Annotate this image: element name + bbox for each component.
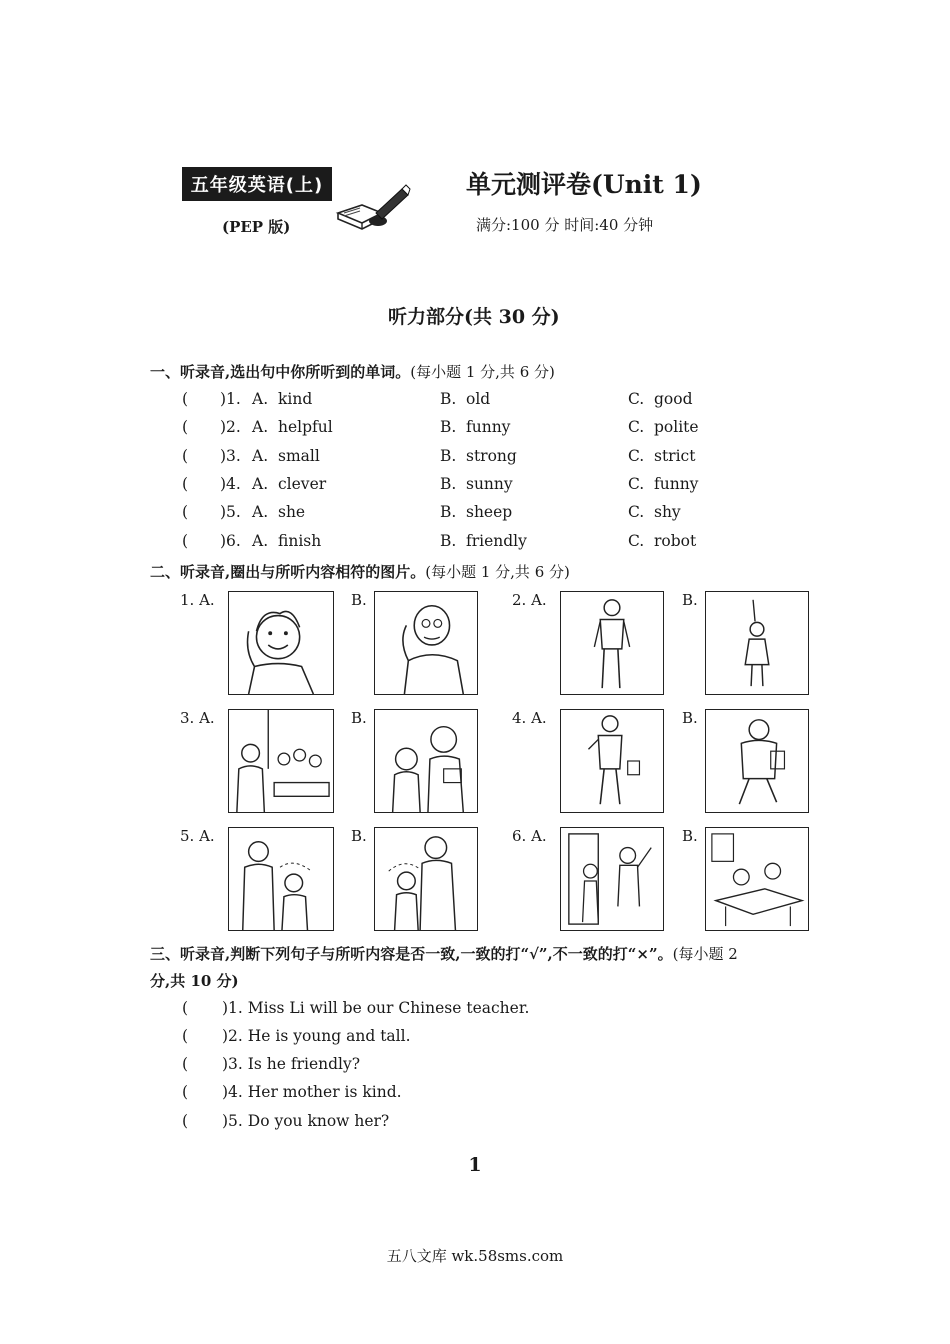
answer-bracket[interactable]: ( xyxy=(182,390,189,408)
part2-note: (每小题 1 分,共 6 分) xyxy=(425,563,570,581)
picture-5b-mother-and-girl[interactable] xyxy=(374,827,478,931)
picture-4a-man-with-paper[interactable] xyxy=(560,709,664,813)
option-c-label: C. xyxy=(628,418,645,436)
option-c-label: C. xyxy=(628,532,645,550)
option-c-label: C. xyxy=(628,503,645,521)
picture-label-1a: 1. A. xyxy=(180,591,215,609)
picture-1b-old-man[interactable] xyxy=(374,591,478,695)
answer-bracket[interactable]: ( xyxy=(182,532,189,550)
picture-label-2a: 2. A. xyxy=(512,591,547,609)
question-number: )4. xyxy=(220,475,241,493)
picture-label-3a: 3. A. xyxy=(180,709,215,727)
answer-bracket[interactable]: ( xyxy=(182,447,189,465)
part1-question-row xyxy=(0,390,950,416)
answer-bracket[interactable]: ( xyxy=(182,1055,189,1073)
option-b-word[interactable]: sunny xyxy=(466,475,513,493)
picture-1a-smiling-boy[interactable] xyxy=(228,591,334,695)
part1-question-row xyxy=(0,418,950,444)
watermark-text: 五八文库 wk.58sms.com xyxy=(386,1247,564,1265)
sentence-text: )2. He is young and tall. xyxy=(222,1027,411,1045)
answer-bracket[interactable]: ( xyxy=(182,1112,189,1130)
answer-bracket[interactable]: ( xyxy=(182,1083,189,1101)
option-c-word[interactable]: polite xyxy=(654,418,699,436)
answer-bracket[interactable]: ( xyxy=(182,1027,189,1045)
picture-label-6b: B. xyxy=(682,827,698,845)
option-a-label: A. xyxy=(252,475,269,493)
part3-note: (每小题 2 xyxy=(672,945,738,963)
part3-heading-line2: 分,共 10 分) xyxy=(150,972,239,990)
answer-bracket[interactable]: ( xyxy=(182,475,189,493)
sentence-text: )1. Miss Li will be our Chinese teacher. xyxy=(222,999,530,1017)
part1-question-row xyxy=(0,475,950,501)
part3-sentence-row xyxy=(0,999,950,1027)
option-b-word[interactable]: strong xyxy=(466,447,517,465)
part2-heading-text: 二、听录音,圈出与所听内容相符的图片。 xyxy=(150,563,426,581)
option-b-word[interactable]: funny xyxy=(466,418,511,436)
part1-heading xyxy=(150,361,555,382)
picture-6b-students-at-desks[interactable] xyxy=(705,827,809,931)
option-a-label: A. xyxy=(252,418,269,436)
score-time-info: 满分:100 分 时间:40 分钟 xyxy=(476,216,654,234)
option-c-label: C. xyxy=(628,390,645,408)
option-b-label: B. xyxy=(440,532,457,550)
answer-bracket[interactable]: ( xyxy=(182,418,189,436)
question-number: )2. xyxy=(220,418,241,436)
listening-section-title: 听力部分(共 30 分) xyxy=(388,306,560,328)
picture-5a-man-and-shy-person[interactable] xyxy=(228,827,334,931)
part3-sentence-row xyxy=(0,1027,950,1055)
picture-label-3b: B. xyxy=(351,709,367,727)
option-a-word[interactable]: she xyxy=(278,503,306,521)
picture-2b-small-girl[interactable] xyxy=(705,591,809,695)
picture-2a-tall-man[interactable] xyxy=(560,591,664,695)
option-b-word[interactable]: friendly xyxy=(466,532,527,550)
grade-badge: 五年级英语(上) xyxy=(182,167,332,201)
option-b-label: B. xyxy=(440,390,457,408)
question-number: )5. xyxy=(220,503,241,521)
book-and-pen-icon xyxy=(332,183,412,243)
sentence-text: )5. Do you know her? xyxy=(222,1112,390,1130)
picture-label-2b: B. xyxy=(682,591,698,609)
picture-4b-walking-man-with-book[interactable] xyxy=(705,709,809,813)
part1-question-row xyxy=(0,503,950,529)
option-b-label: B. xyxy=(440,447,457,465)
option-c-word[interactable]: strict xyxy=(654,447,696,465)
option-b-label: B. xyxy=(440,475,457,493)
part3-heading xyxy=(150,943,738,964)
option-a-word[interactable]: helpful xyxy=(278,418,333,436)
page-title: 单元测评卷(Unit 1) xyxy=(466,170,702,199)
option-c-label: C. xyxy=(628,475,645,493)
option-a-label: A. xyxy=(252,390,269,408)
sentence-text: )4. Her mother is kind. xyxy=(222,1083,402,1101)
option-a-label: A. xyxy=(252,532,269,550)
question-number: )3. xyxy=(220,447,241,465)
option-c-label: C. xyxy=(628,447,645,465)
question-number: )1. xyxy=(220,390,241,408)
option-b-label: B. xyxy=(440,418,457,436)
picture-label-5b: B. xyxy=(351,827,367,845)
part2-heading xyxy=(150,561,570,582)
option-c-word[interactable]: funny xyxy=(654,475,699,493)
picture-3a-classroom-teacher[interactable] xyxy=(228,709,334,813)
picture-label-5a: 5. A. xyxy=(180,827,215,845)
part3-sentence-row xyxy=(0,1055,950,1083)
picture-label-1b: B. xyxy=(351,591,367,609)
part3-sentence-row xyxy=(0,1112,950,1140)
option-a-label: A. xyxy=(252,503,269,521)
option-c-word[interactable]: shy xyxy=(654,503,681,521)
option-a-word[interactable]: small xyxy=(278,447,320,465)
option-b-label: B. xyxy=(440,503,457,521)
option-b-word[interactable]: old xyxy=(466,390,491,408)
page-number: 1 xyxy=(468,1154,482,1176)
part1-heading-text: 一、听录音,选出句中你所听到的单词。 xyxy=(150,363,411,381)
part3-sentence-row xyxy=(0,1083,950,1111)
picture-label-6a: 6. A. xyxy=(512,827,547,845)
option-c-word[interactable]: good xyxy=(654,390,693,408)
option-a-word[interactable]: kind xyxy=(278,390,313,408)
option-c-word[interactable]: robot xyxy=(654,532,697,550)
part1-question-row xyxy=(0,532,950,558)
part3-heading-text: 三、听录音,判断下列句子与所听内容是否一致,一致的打“√”,不一致的打“×”。 xyxy=(150,945,673,963)
picture-label-4b: B. xyxy=(682,709,698,727)
picture-3b-woman-and-girl[interactable] xyxy=(374,709,478,813)
picture-6a-students-at-door[interactable] xyxy=(560,827,664,931)
option-a-word[interactable]: finish xyxy=(278,532,322,550)
answer-bracket[interactable]: ( xyxy=(182,999,189,1017)
picture-label-4a: 4. A. xyxy=(512,709,547,727)
sentence-text: )3. Is he friendly? xyxy=(222,1055,361,1073)
part1-note: (每小题 1 分,共 6 分) xyxy=(410,363,555,381)
edition-label: (PEP 版) xyxy=(222,218,291,236)
question-number: )6. xyxy=(220,532,241,550)
option-a-label: A. xyxy=(252,447,269,465)
option-a-word[interactable]: clever xyxy=(278,475,327,493)
option-b-word[interactable]: sheep xyxy=(466,503,513,521)
part1-question-row xyxy=(0,447,950,473)
answer-bracket[interactable]: ( xyxy=(182,503,189,521)
